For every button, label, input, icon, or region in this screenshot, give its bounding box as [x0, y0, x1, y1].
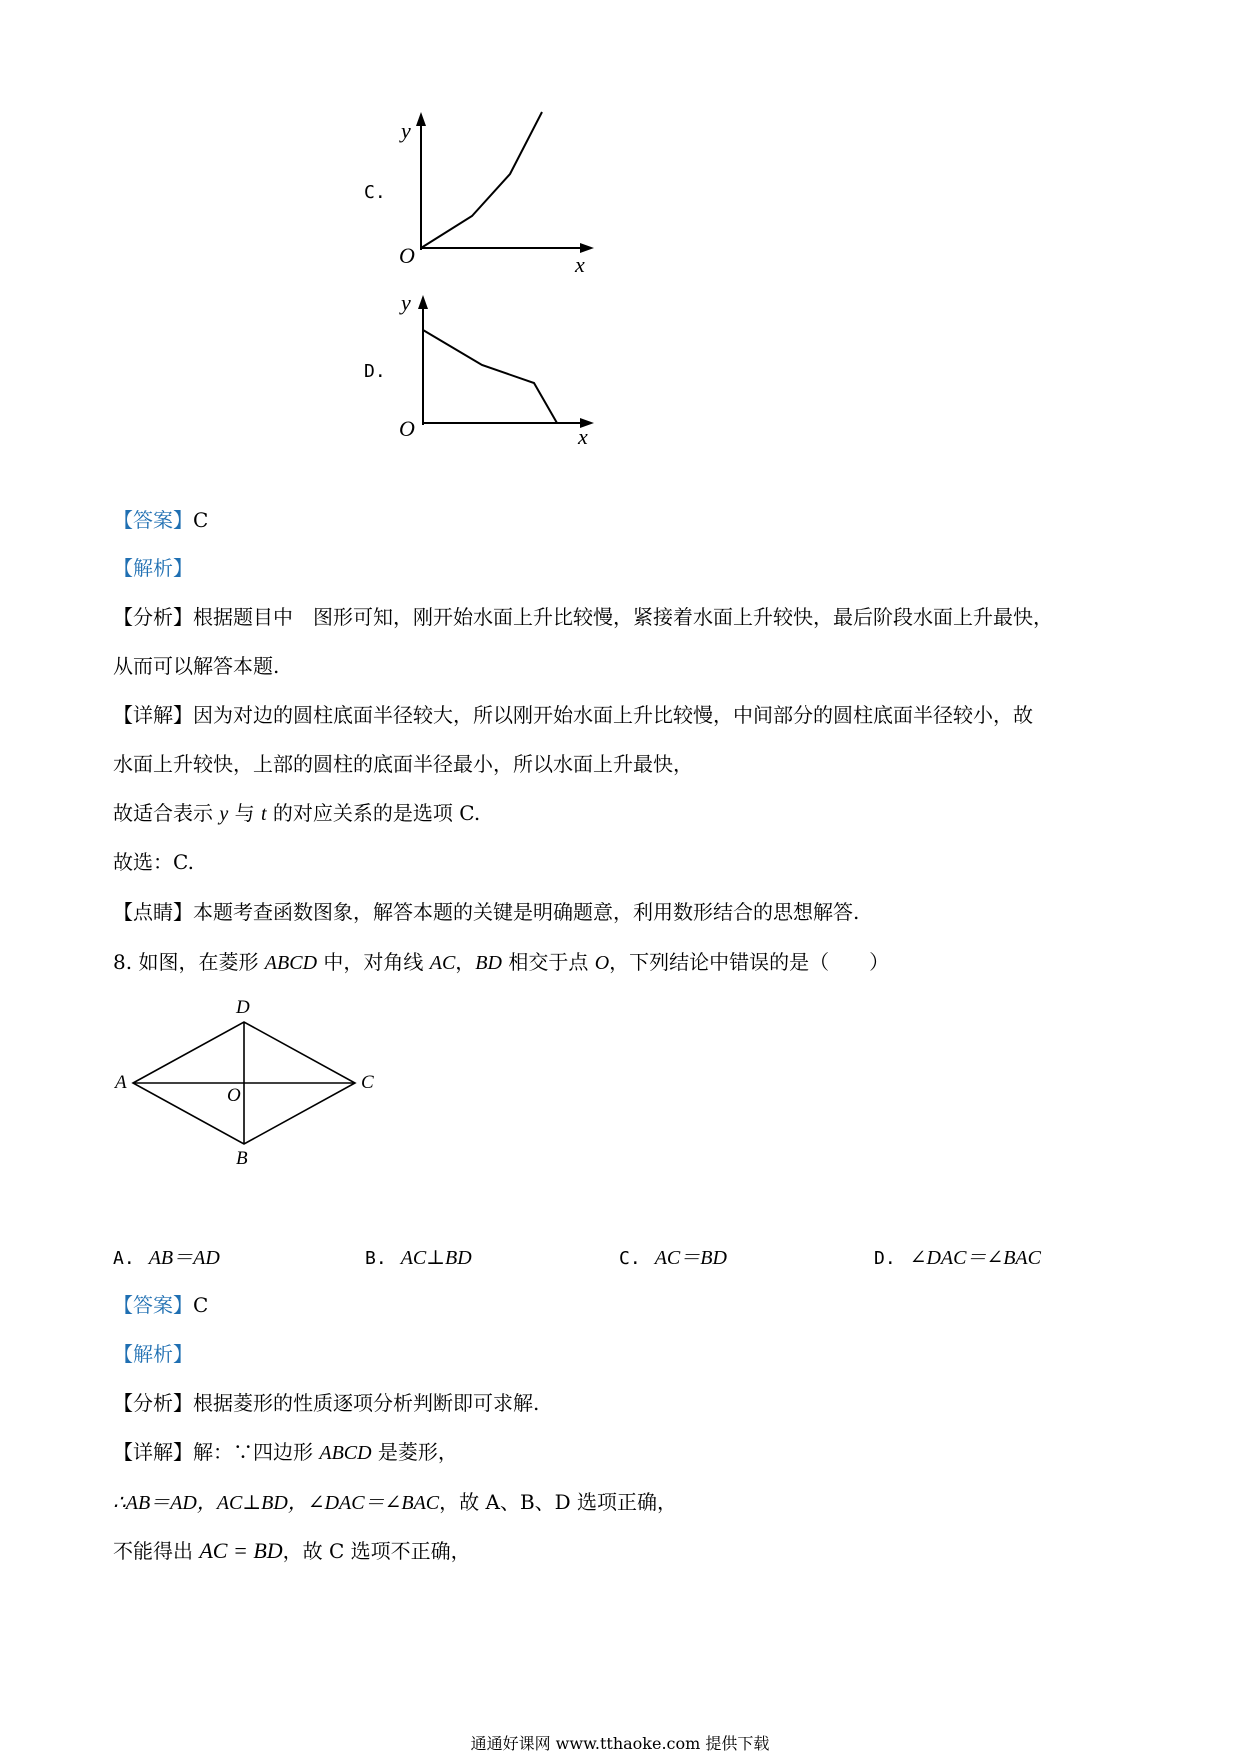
option-text: AC＝BD [654, 1247, 727, 1269]
option-letter: C. [619, 1248, 641, 1269]
option-c [619, 1245, 727, 1271]
option-b [365, 1245, 472, 1271]
q7-xiangjie-line1 [113, 703, 1033, 727]
graph-d-y-label: y [401, 290, 411, 315]
graph-d-curve [423, 330, 557, 423]
q7-fenxi-line2: 从而可以解答本题. [113, 654, 280, 678]
vertex-c-label: C [361, 1072, 374, 1093]
var-ac: AC [429, 952, 456, 974]
text-segment: 与 [228, 801, 261, 825]
q8-xiangjie-line1 [113, 1440, 458, 1465]
q7-dianjing [113, 900, 859, 924]
option-letter: D. [874, 1248, 896, 1269]
q7-analysis-heading [113, 556, 193, 580]
fenxi-text: 根据题目中 图形可知，刚开始水面上升比较慢，紧接着水面上升较快，最后阶段水面上升最快， [193, 605, 1053, 629]
text-segment: 故适合表示 [113, 801, 220, 825]
math-expression: ∴AB＝AD，AC⊥BD，∠DAC＝∠BAC [113, 1492, 440, 1514]
text-segment: ，故 C 选项不正确， [282, 1539, 471, 1563]
option-text: AB＝AD [148, 1247, 220, 1269]
y-axis-arrow-icon [418, 295, 428, 309]
xiangjie-tag: 【详解】 [113, 703, 193, 727]
graph-c-origin-label: O [399, 243, 415, 268]
q8-fenxi [113, 1391, 539, 1415]
analysis-tag: 【解析】 [113, 1342, 193, 1366]
text-segment: ，下列结论中错误的是（ ） [609, 950, 890, 974]
text-segment: ，故 A、B、D 选项正确， [439, 1490, 678, 1514]
answer-value: C [193, 1293, 209, 1317]
analysis-tag: 【解析】 [113, 556, 193, 580]
y-axis-arrow-icon [416, 112, 426, 126]
text-segment: 中，对角线 [317, 950, 430, 974]
dianjing-tag: 【点睛】 [113, 900, 193, 924]
q7-xiangjie-line2: 水面上升较快，上部的圆柱的底面半径最小，所以水面上升最快， [113, 752, 693, 776]
answer-tag: 【答案】 [113, 508, 193, 532]
option-text: AC⊥BD [400, 1247, 472, 1269]
text-segment: ， [455, 950, 476, 974]
answer-tag: 【答案】 [113, 1293, 193, 1317]
q8-xiangjie-line3 [113, 1539, 471, 1563]
graph-c-y-label: y [401, 118, 411, 143]
graph-c-label: C. [364, 182, 386, 203]
var-abcd: ABCD [319, 1442, 372, 1464]
text-segment: 不能得出 [113, 1539, 200, 1563]
text-segment: 的对应关系的是选项 C. [266, 801, 481, 825]
text-segment: 是菱形， [371, 1440, 458, 1464]
option-a [113, 1245, 220, 1271]
var-o: O [594, 952, 610, 974]
dianjing-text: 本题考查函数图象，解答本题的关键是明确题意，利用数形结合的思想解答. [193, 900, 860, 924]
fenxi-tag: 【分析】 [113, 1391, 193, 1415]
var-y: y [219, 803, 229, 825]
q8-stem [113, 950, 889, 975]
option-letter: A. [113, 1248, 135, 1269]
graph-c-x-label: x [575, 252, 585, 277]
option-text: ∠DAC＝∠BAC [909, 1247, 1041, 1269]
graph-d-origin-label: O [399, 416, 415, 441]
var-t: t [260, 803, 267, 825]
graph-d-x-label: x [578, 424, 588, 449]
q8-xiangjie-line2 [113, 1490, 677, 1515]
fenxi-tag: 【分析】 [113, 605, 193, 629]
page-footer: 通通好课网 www.tthaoke.com 提供下载 [470, 1734, 770, 1753]
math-expression: AC = BD [199, 1538, 283, 1563]
text-segment: 相交于点 [501, 950, 595, 974]
q8-analysis-heading [113, 1342, 193, 1366]
var-bd: BD [475, 952, 502, 974]
center-o-label: O [227, 1085, 241, 1106]
text-segment: 解：∵四边形 [193, 1440, 320, 1464]
option-d [874, 1245, 1041, 1271]
q8-answer [113, 1293, 208, 1317]
q7-fenxi-line1 [113, 605, 1053, 629]
option-letter: B. [365, 1248, 387, 1269]
q7-choice-line: 故选：C. [113, 850, 194, 874]
fenxi-text: 根据菱形的性质逐项分析判断即可求解. [193, 1391, 540, 1415]
answer-value: C [193, 508, 209, 532]
var-abcd: ABCD [264, 952, 318, 974]
rhombus-figure [110, 1005, 380, 1165]
graph-c-curve [421, 112, 542, 248]
xiangjie-text: 因为对边的圆柱底面半径较大，所以刚开始水面上升比较慢，中间部分的圆柱底面半径较小，故 [193, 703, 1033, 727]
vertex-a-label: A [115, 1072, 127, 1093]
graph-d-label: D. [364, 361, 386, 382]
q7-answer [113, 508, 208, 532]
q7-xiangjie-line3 [113, 801, 480, 826]
xiangjie-tag: 【详解】 [113, 1440, 193, 1464]
text-segment: 8. 如图，在菱形 [113, 950, 265, 974]
vertex-d-label: D [236, 997, 250, 1018]
vertex-b-label: B [236, 1148, 248, 1169]
